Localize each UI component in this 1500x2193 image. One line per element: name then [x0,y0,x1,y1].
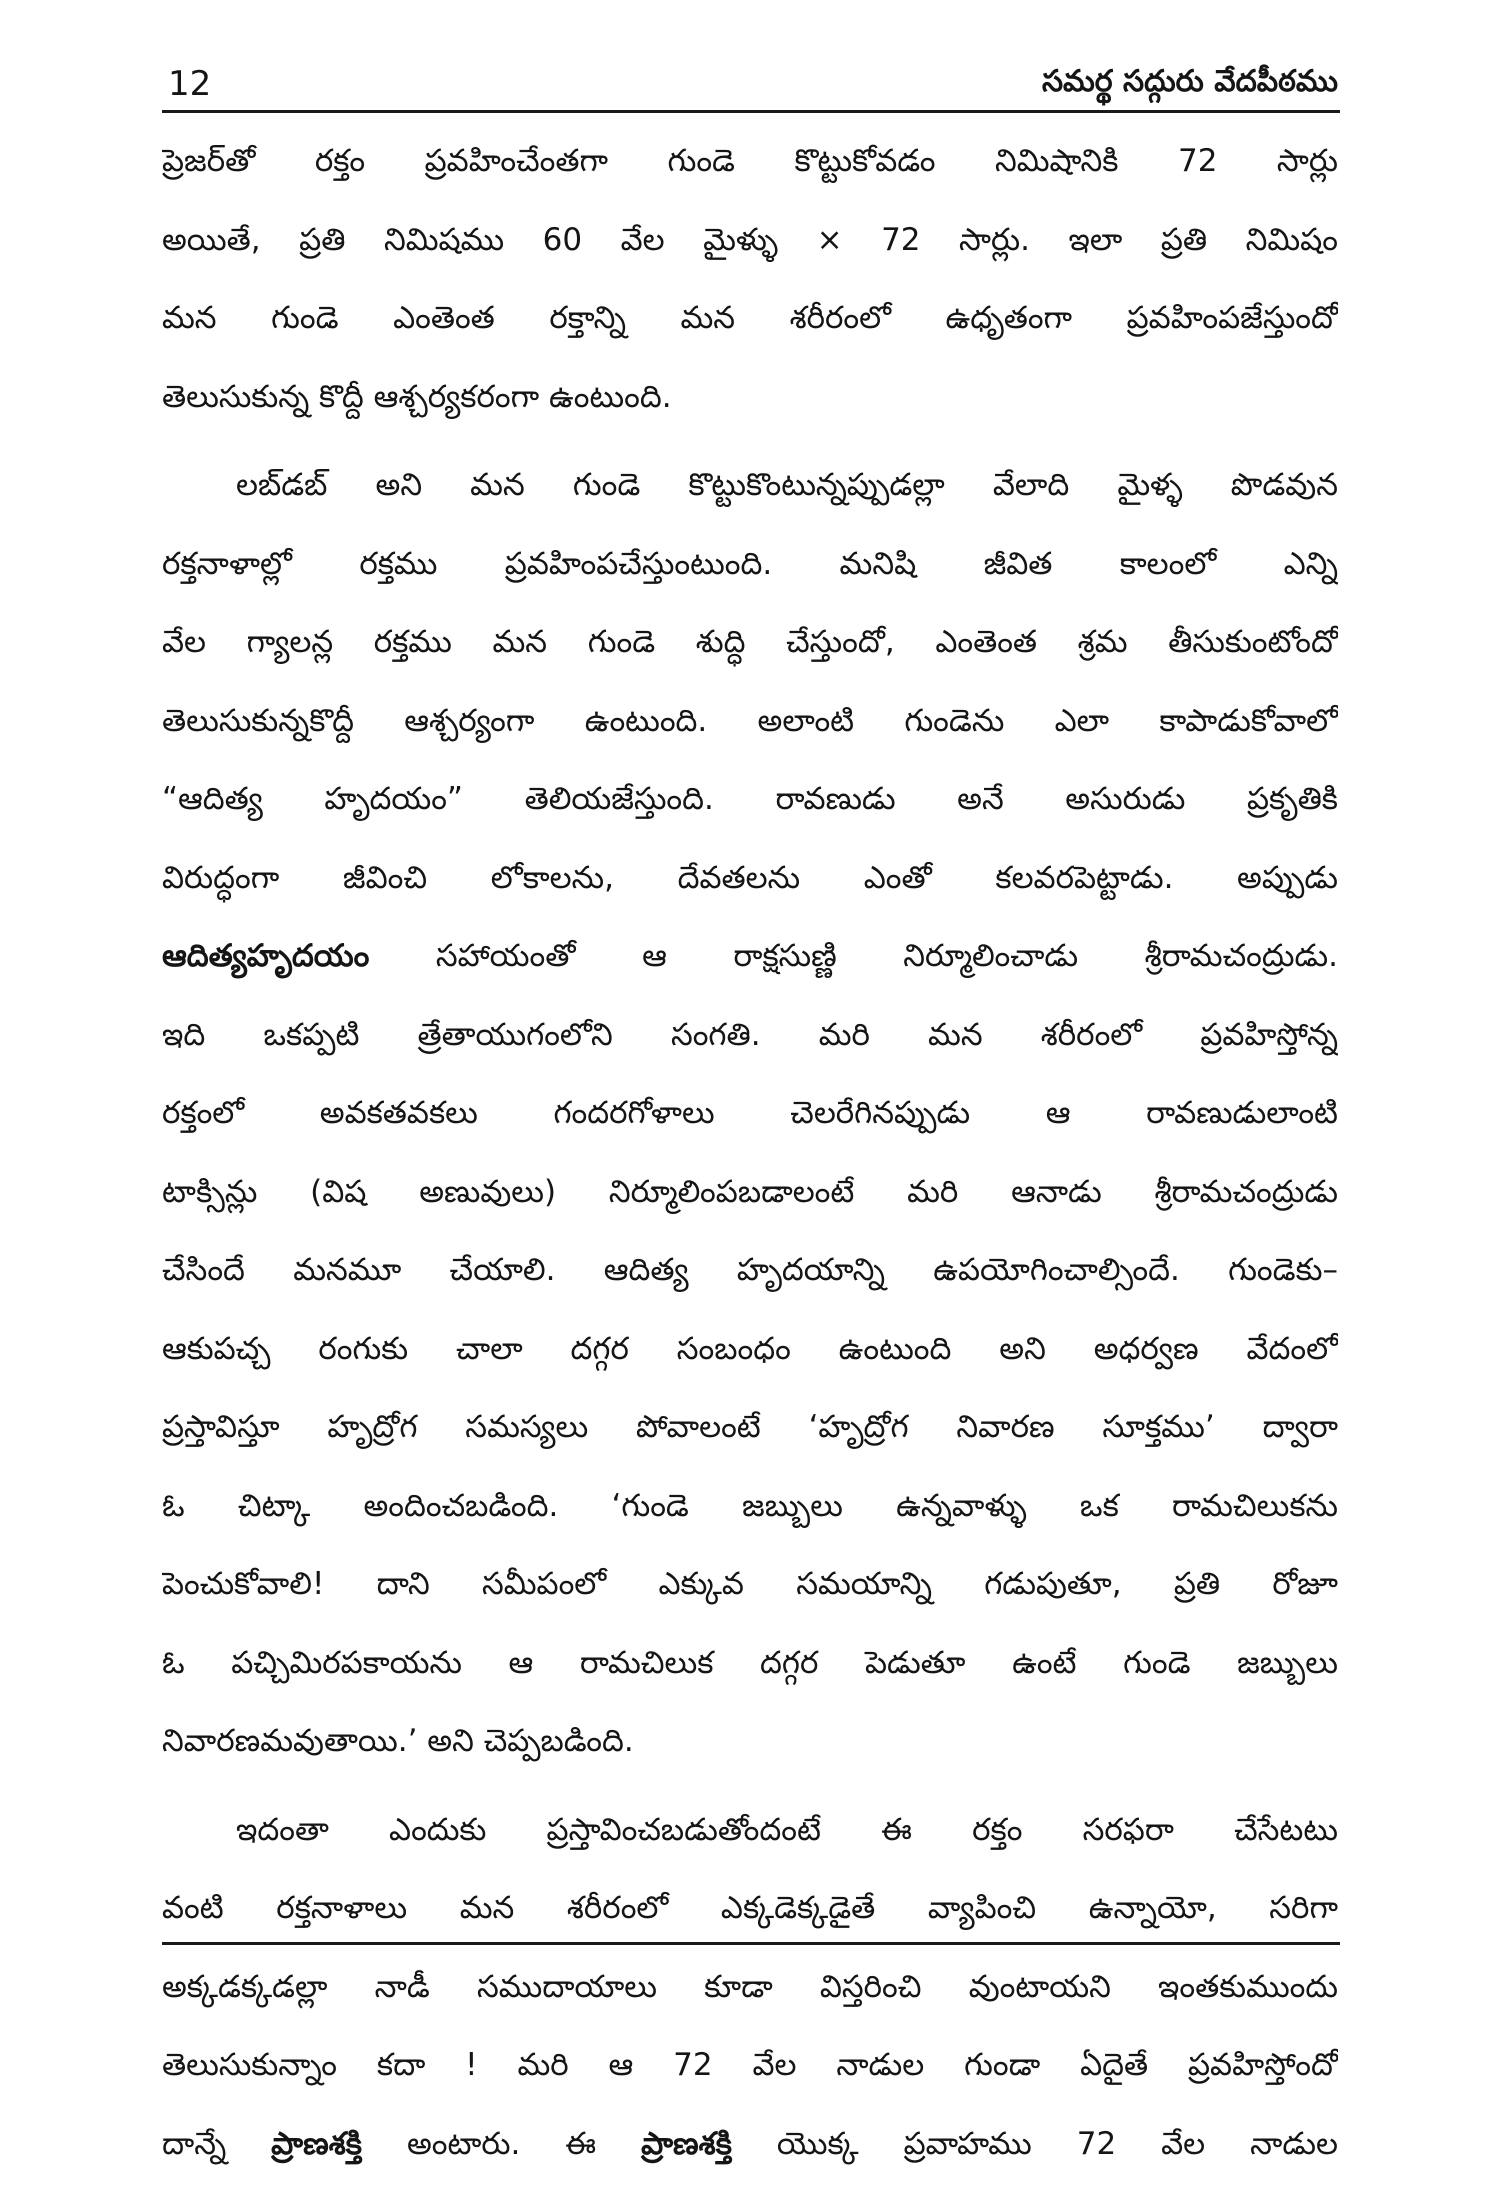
text-line: నివారణమవుతాయి.’ అని చెప్పబడింది. [162,1723,634,1759]
paragraph [162,446,1338,1781]
paragraph [162,122,1338,436]
text-line: టాక్సిన్లు (విష అణువులు) నిర్మూలింపబడాలంటే మరి ఆనాడు శ్రీరామచంద్రుడు [162,1173,1338,1210]
text-line: ఓ పచ్చిమిరపకాయను ఆ రామచిలుక దగ్గర పెడుతూ ఉంటే గుండె జబ్బులు [162,1644,1338,1681]
page-header [162,58,1338,108]
text-line: ప్రస్తావిస్తూ హృద్రోగ సమస్యలు పోవాలంటే ‘హృద్రోగ నివారణ సూక్తము’ ద్వారా [162,1409,1338,1445]
running-title: సమర్థ సద్గురు వేదపీఠము [1041,64,1338,99]
text-line: అయితే, ప్రతి నిమిషము 60 వేల మైళ్ళు × 72 సార్లు. ఇలా ప్రతి నిమిషం [162,221,1338,258]
text-line: తెలుసుకున్న కొద్దీ ఆశ్చర్యకరంగా ఉంటుంది. [162,378,672,415]
text-line: విరుద్ధంగా జీవించి లోకాలను, దేవతలను ఎంతో కలవరపెట్టాడు. అప్పుడు [162,859,1338,896]
text-line: ప్రెజర్‌తో రక్తం ప్రవహించేంతగా గుండె కొట్టుకోవడం నిమిషానికి 72 సార్లు [162,143,1338,179]
text-line: చేసిందే మనమూ చేయాలి. ఆదిత్య హృదయాన్ని ఉపయోగించాల్సిందే. గుండెకు– [162,1252,1338,1288]
text-line: వేల గ్యాలన్ల రక్తము మన గుండె శుద్ధి చేస్తుందో, ఎంతెంత శ్రమ తీసుకుంటోందో [162,624,1338,660]
text-line: “ఆదిత్య హృదయం” తెలియజేస్తుంది. రావణుడు అనే అసురుడు ప్రకృతికి [162,781,1338,817]
text-line: అక్కడక్కడల్లా నాడీ సముదాయాలు కూడా విస్తరించి వుంటాయని ఇంతకుముందు [162,1968,1338,2005]
text-line: వంటి రక్తనాళాలు మన శరీరంలో ఎక్కడెక్కడైతే వ్యాపించి ఉన్నాయో, సరిగా [162,1890,1338,1926]
body-text [162,122,1338,2193]
text-line: ఇదంతా ఎందుకు ప్రస్తావించబడుతోందంటే ఈ రక్తం సరఫరా చేసేటటు [236,1811,1338,1848]
text-line: తెలుసుకున్నాం కదా ! మరి ఆ 72 వేల నాడుల గుండా ఏదైతే ప్రవహిస్తోందో [162,2047,1338,2083]
text-line: లబ్‌డబ్ అని మన గుండె కొట్టుకొంటున్నప్పుడల్లా వేలాది మైళ్ళ పొడవున [236,467,1338,503]
bold-term: ప్రాణశక్తి [641,2125,732,2162]
header-rule [162,110,1340,113]
text-line: ఇది ఒకప్పటి త్రేతాయుగంలోని సంగతి. మరి మన శరీరంలో ప్రవహిస్తోన్న [162,1016,1338,1053]
text-line: ఆకుపచ్చ రంగుకు చాలా దగ్గర సంబంధం ఉంటుంది అని అధర్వణ వేదంలో [162,1330,1338,1367]
text-line: పెంచుకోవాలి! దాని సమీపంలో ఎక్కువ సమయాన్ని గడుపుతూ, ప్రతి రోజూ [162,1566,1338,1602]
footer-rule [162,1942,1340,1945]
text-line: రక్తంలో అవకతవకలు గందరగోళాలు చెలరేగినప్పుడు ఆ రావణుడులాంటి [162,1095,1338,1131]
bold-term: ప్రాణశక్తి [271,2125,362,2162]
page-number: 12 [168,64,212,104]
paragraph [162,1791,1338,2184]
text-line: మన గుండె ఎంతెంత రక్తాన్ని మన శరీరంలో ఉధృతంగా ప్రవహింపజేస్తుందో [162,300,1338,336]
text-line: రక్తనాళాల్లో రక్తము ప్రవహింపచేస్తుంటుంది. మనిషి జీవిత కాలంలో ఎన్ని [162,545,1338,582]
text-line: తెలుసుకున్నకొద్దీ ఆశ్చర్యంగా ఉంటుంది. అలాంటి గుండెను ఎలా కాపాడుకోవాలో [162,702,1338,739]
text-line: ఓ చిట్కా అందించబడింది. ‘గుండె జబ్బులు ఉన్నవాళ్ళు ఒక రామచిలుకను [162,1487,1338,1524]
bold-term: ఆదిత్యహృదయం [162,938,370,974]
text-line: ఆదిత్యహృదయం సహాయంతో ఆ రాక్షసుణ్ణి నిర్మూలించాడు శ్రీరామచంద్రుడు. [162,938,1338,974]
text-line: దాన్నే ప్రాణశక్తి అంటారు. ఈ ప్రాణశక్తి యొక్క ప్రవాహము 72 వేల నాడుల [162,2125,1338,2162]
